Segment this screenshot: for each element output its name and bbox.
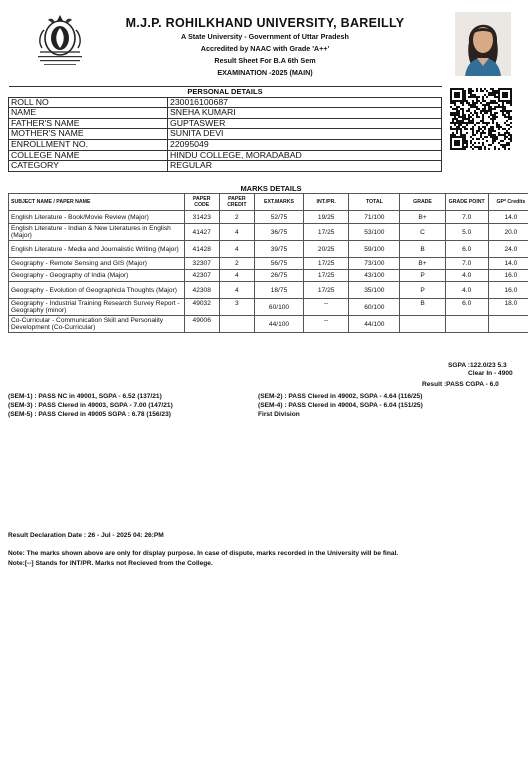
marks-cell: 7.0 xyxy=(445,211,488,224)
sem5-result: (SEM-5) : PASS Clered in 49005 SGPA : 6.78 (156/23) xyxy=(8,411,171,418)
marks-cell: 53/100 xyxy=(349,224,400,241)
marks-cell: 73/100 xyxy=(349,258,400,270)
sgpa-text: SGPA :122.0/23 5.3 xyxy=(448,362,507,369)
marks-cell: 42308 xyxy=(184,282,219,299)
personal-label: ROLL NO xyxy=(9,97,168,108)
marks-cell: English Literature - Book/Movie Review (Major) xyxy=(9,211,185,224)
university-name: M.J.P. ROHILKHAND UNIVERSITY, BAREILLY xyxy=(125,16,405,30)
marks-cell: Co-Curricular - Communication Skill and Personality Development (Co-Curricular) xyxy=(9,316,185,333)
marks-cell: 2 xyxy=(219,258,254,270)
marks-cell: B+ xyxy=(400,211,445,224)
marks-cell: 4 xyxy=(219,282,254,299)
marks-cell: Geography - Evolution of Geographicla Thoughts (Major) xyxy=(9,282,185,299)
marks-row xyxy=(9,241,528,258)
marks-row xyxy=(9,211,528,224)
marks-header-cell: GP* Credits xyxy=(488,194,528,211)
marks-cell: 60/100 xyxy=(254,299,303,316)
marks-cell: 42307 xyxy=(184,270,219,282)
marks-cell: 5.0 xyxy=(445,224,488,241)
marks-cell: Geography - Geography of India (Major) xyxy=(9,270,185,282)
personal-label: COLLEGE NAME xyxy=(9,150,168,161)
exam-line: EXAMINATION -2025 (MAIN) xyxy=(217,68,313,77)
marks-cell: 4.0 xyxy=(445,270,488,282)
marks-cell: 59/100 xyxy=(349,241,400,258)
personal-label: FATHER'S NAME xyxy=(9,118,168,129)
marks-cell: C xyxy=(400,224,445,241)
marks-cell: English Literature - Indian & New Literatures in English (Major) xyxy=(9,224,185,241)
personal-label: MOTHER'S NAME xyxy=(9,129,168,140)
result-sheet-line: Result Sheet For B.A 6th Sem xyxy=(214,56,316,65)
sem2-result: (SEM-2) : PASS Clered in 49002, SGPA - 4.64 (116/25) xyxy=(258,393,423,400)
marks-cell xyxy=(400,316,445,333)
marks-cell: 14.0 xyxy=(488,258,528,270)
marks-header-cell: PAPER CODE xyxy=(184,194,219,211)
personal-label: NAME xyxy=(9,108,168,119)
marks-row xyxy=(9,270,528,282)
marks-cell: 14.0 xyxy=(488,211,528,224)
note-display-purpose: Note: The marks shown above are only for display purpose. In case of dispute, marks recorded in the University will be final. xyxy=(8,550,399,557)
sem1-result: (SEM-1) : PASS NC in 49001, SGPA - 6.52 (137/21) xyxy=(8,393,162,400)
marks-cell: 6.0 xyxy=(445,241,488,258)
marks-cell xyxy=(488,316,528,333)
note-int-pr: Note:[--] Stands for INT/PR. Marks not Recieved from the College. xyxy=(8,560,213,567)
marks-cell: 49006 xyxy=(184,316,219,333)
personal-row xyxy=(9,108,442,119)
clear-in-text: Clear In - 4900 xyxy=(468,370,513,377)
personal-row xyxy=(9,118,442,129)
marks-cell: 52/75 xyxy=(254,211,303,224)
marks-cell: 56/75 xyxy=(254,258,303,270)
result-text: Result :PASS CGPA - 6.0 xyxy=(422,381,499,388)
marks-cell: 4 xyxy=(219,270,254,282)
marks-cell: 26/75 xyxy=(254,270,303,282)
result-declaration-date: Result Declaration Date : 26 - Jul - 2025 04: 26:PM xyxy=(8,532,164,539)
marks-cell xyxy=(445,316,488,333)
marks-cell: 20/25 xyxy=(304,241,349,258)
marks-cell: 17/25 xyxy=(304,282,349,299)
marks-cell: B xyxy=(400,241,445,258)
marks-cell: B+ xyxy=(400,258,445,270)
marks-cell: Geography - Industrial Training Research Survey Report - Geography (minor) xyxy=(9,299,185,316)
marks-header-cell: GRADE xyxy=(400,194,445,211)
personal-value: REGULAR xyxy=(168,161,442,172)
marks-cell: P xyxy=(400,270,445,282)
marks-header-cell: TOTAL xyxy=(349,194,400,211)
division-text: First Division xyxy=(258,411,300,418)
university-logo xyxy=(30,12,90,70)
personal-label: ENROLLMENT NO. xyxy=(9,139,168,150)
sem4-result: (SEM-4) : PASS Clered in 49004, SGPA - 6.04 (151/25) xyxy=(258,402,423,409)
marks-header-cell: INT./PR. xyxy=(304,194,349,211)
state-line: A State University - Government of Uttar Pradesh xyxy=(181,32,349,41)
personal-value: SUNITA DEVI xyxy=(168,129,442,140)
marks-row xyxy=(9,282,528,299)
qr-code xyxy=(450,88,512,150)
personal-row xyxy=(9,161,442,172)
marks-cell: 41427 xyxy=(184,224,219,241)
marks-cell: 35/100 xyxy=(349,282,400,299)
marks-cell: 7.0 xyxy=(445,258,488,270)
personal-row xyxy=(9,150,442,161)
marks-cell: 4 xyxy=(219,224,254,241)
sem3-result: (SEM-3) : PASS Clered in 49003, SGPA - 7.00 (147/21) xyxy=(8,402,173,409)
naac-line: Accredited by NAAC with Grade 'A++' xyxy=(200,44,330,53)
marks-cell: 41428 xyxy=(184,241,219,258)
marks-cell: 24.0 xyxy=(488,241,528,258)
marks-header-cell: PAPER CREDIT xyxy=(219,194,254,211)
marks-cell: 39/75 xyxy=(254,241,303,258)
marks-cell: 17/25 xyxy=(304,258,349,270)
marks-cell: P xyxy=(400,282,445,299)
marks-cell: 18/75 xyxy=(254,282,303,299)
personal-value: HINDU COLLEGE, MORADABAD xyxy=(168,150,442,161)
marks-row xyxy=(9,258,528,270)
marks-cell: B xyxy=(400,299,445,316)
marks-cell: Geography - Remote Sensing and GIS (Major) xyxy=(9,258,185,270)
marks-cell: 16.0 xyxy=(488,270,528,282)
marks-cell: 36/75 xyxy=(254,224,303,241)
marks-cell: 4 xyxy=(219,241,254,258)
marks-cell: 43/100 xyxy=(349,270,400,282)
marks-cell: 3 xyxy=(219,299,254,316)
personal-label: CATEGORY xyxy=(9,161,168,172)
personal-row xyxy=(9,129,442,140)
personal-details-caption: PERSONAL DETAILS xyxy=(9,87,442,98)
marks-header-cell: GRADE POINT xyxy=(445,194,488,211)
marks-header-cell: EXT.MARKS xyxy=(254,194,303,211)
marks-cell: 19/25 xyxy=(304,211,349,224)
marks-row xyxy=(9,299,528,316)
student-photo xyxy=(455,12,511,76)
marks-cell: -- xyxy=(304,299,349,316)
marks-row xyxy=(9,316,528,333)
marks-cell: 32307 xyxy=(184,258,219,270)
marks-cell: 4.0 xyxy=(445,282,488,299)
marks-cell: 17/25 xyxy=(304,224,349,241)
marks-cell: -- xyxy=(304,316,349,333)
marks-cell: 49032 xyxy=(184,299,219,316)
marks-cell: English Literature - Media and Journalistic Writing (Major) xyxy=(9,241,185,258)
marks-cell: 60/100 xyxy=(349,299,400,316)
marks-cell: 18.0 xyxy=(488,299,528,316)
marks-details-caption: MARKS DETAILS xyxy=(240,184,302,193)
marks-header-cell: SUBJECT NAME / PAPER NAME xyxy=(9,194,185,211)
marks-cell: 31423 xyxy=(184,211,219,224)
personal-row xyxy=(9,139,442,150)
personal-details-table xyxy=(8,86,442,172)
marks-cell: 6.0 xyxy=(445,299,488,316)
marks-table xyxy=(8,193,528,333)
personal-value: 22095049 xyxy=(168,139,442,150)
marks-cell xyxy=(219,316,254,333)
personal-value: GUPTASWER xyxy=(168,118,442,129)
marks-cell: 17/25 xyxy=(304,270,349,282)
marks-cell: 71/100 xyxy=(349,211,400,224)
marks-cell: 44/100 xyxy=(349,316,400,333)
personal-value: 230016100687 xyxy=(168,97,442,108)
marks-cell: 20.0 xyxy=(488,224,528,241)
marks-cell: 16.0 xyxy=(488,282,528,299)
personal-row xyxy=(9,97,442,108)
marks-cell: 44/100 xyxy=(254,316,303,333)
marks-row xyxy=(9,224,528,241)
personal-value: SNEHA KUMARI xyxy=(168,108,442,119)
marks-cell: 2 xyxy=(219,211,254,224)
